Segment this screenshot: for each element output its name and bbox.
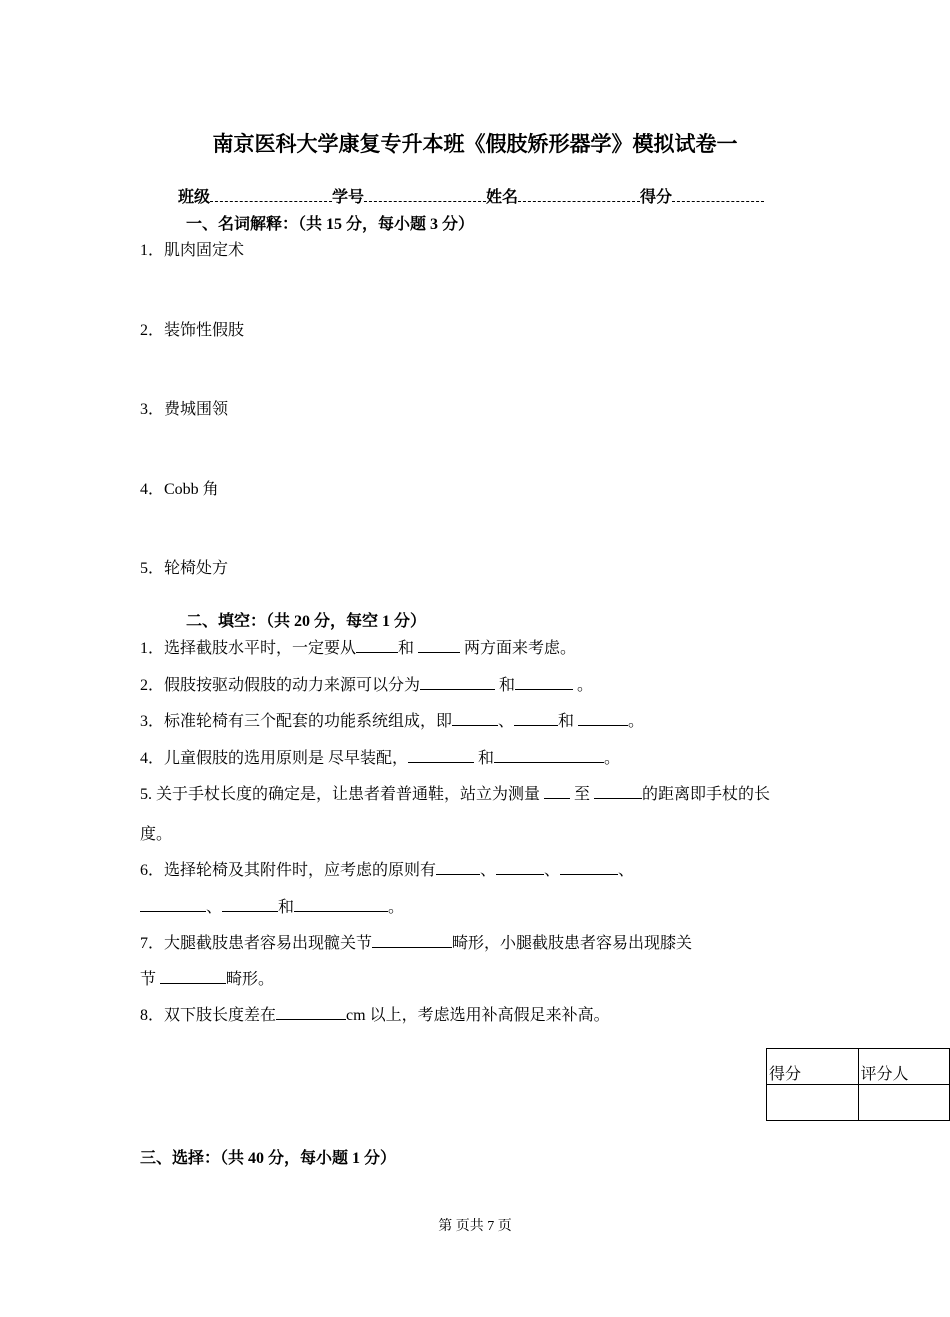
score-blank[interactable]	[672, 187, 764, 202]
q3-blank-1[interactable]	[452, 711, 498, 726]
q4-text-b: 和	[478, 750, 495, 767]
q4-text-a: 4．儿童假肢的选用原则是 尽早装配，	[140, 750, 409, 767]
q1-blank-2[interactable]	[418, 638, 460, 653]
q6-text-b: 、	[480, 862, 497, 879]
fill-question-7	[140, 930, 692, 953]
fill-question-8	[140, 1002, 610, 1025]
q7-blank-1[interactable]	[372, 933, 452, 948]
score-table	[766, 1048, 950, 1121]
fill-question-2	[140, 672, 593, 695]
q6-blank-3[interactable]	[560, 860, 618, 875]
grader-cell[interactable]	[858, 1085, 950, 1121]
q2-text-a: 2．假肢按驱动假肢的动力来源可以分为	[140, 677, 421, 694]
section3-heading: 三、选择：（共 40 分，每小题 1 分）	[140, 1150, 397, 1167]
fill-question-3	[140, 708, 644, 731]
q6-text-e: 、	[206, 899, 223, 916]
fill-question-4	[140, 745, 620, 768]
q4-text-c: 。	[604, 750, 621, 767]
q6-text-f: 和	[278, 899, 295, 916]
section2-heading: 二、填空：（共 20 分，每空 1 分）	[186, 613, 427, 630]
name-label: 姓名	[486, 189, 519, 206]
q5-text-c: 的距离即手杖的长	[642, 786, 771, 803]
q2-blank-2[interactable]	[515, 675, 573, 690]
score-label: 得分	[640, 189, 673, 206]
q5-text-b: 至	[574, 786, 591, 803]
term-item-2: 2．装饰性假肢	[140, 322, 245, 339]
term-item-4: 4．Cobb 角	[140, 481, 219, 498]
q5-text-a: 5. 关于手杖长度的确定是，让患者着普通鞋，站立为测量	[140, 786, 541, 803]
grader-header: 评分人	[858, 1049, 950, 1085]
q8-text-a: 8．双下肢长度差在	[140, 1007, 277, 1024]
term-item-5: 5．轮椅处方	[140, 560, 229, 577]
q6-text-d: 、	[618, 862, 635, 879]
fill-question-5	[140, 781, 770, 804]
q6-blank-2[interactable]	[496, 860, 544, 875]
fill-question-7-cont	[140, 966, 274, 989]
q5-blank-1[interactable]	[544, 784, 570, 799]
student-info-line	[178, 184, 764, 207]
q6-text-g: 。	[388, 899, 405, 916]
q4-blank-2[interactable]	[494, 748, 604, 763]
q1-blank-1[interactable]	[356, 638, 398, 653]
q8-blank-1[interactable]	[276, 1005, 346, 1020]
q8-text-b: cm 以上，考虑选用补高假足来补高。	[346, 1007, 610, 1024]
q4-blank-1[interactable]	[408, 748, 474, 763]
q7-blank-2[interactable]	[160, 969, 226, 984]
fill-question-6-cont	[140, 894, 404, 917]
q7-text-a: 7．大腿截肢患者容易出现髋关节	[140, 935, 373, 952]
term-item-3: 3．费城围领	[140, 401, 229, 418]
page-footer: 第 页共 7 页	[438, 1219, 512, 1234]
q3-blank-3[interactable]	[578, 711, 628, 726]
q3-text-c: 和	[558, 713, 575, 730]
student-id-blank[interactable]	[364, 187, 486, 202]
class-label: 班级	[178, 189, 211, 206]
class-blank[interactable]	[210, 187, 332, 202]
score-header: 得分	[767, 1049, 859, 1085]
q6-blank-1[interactable]	[436, 860, 480, 875]
q5-blank-2[interactable]	[594, 784, 642, 799]
q3-blank-2[interactable]	[514, 711, 558, 726]
q1-text-a: 1．选择截肢水平时，一定要从	[140, 640, 357, 657]
student-id-label: 学号	[332, 189, 365, 206]
q6-text-c: 、	[544, 862, 561, 879]
q1-text-c: 两方面来考虑。	[464, 640, 577, 657]
q1-text-b: 和	[398, 640, 415, 657]
page-title: 南京医科大学康复专升本班《假肢矫形器学》模拟试卷一	[212, 132, 738, 156]
fill-question-5-cont: 度。	[140, 826, 173, 843]
q6-blank-5[interactable]	[222, 897, 278, 912]
q6-text-a: 6．选择轮椅及其附件时，应考虑的原则有	[140, 862, 437, 879]
fill-question-1	[140, 635, 576, 658]
q3-text-d: 。	[628, 713, 645, 730]
q7-text-c: 节	[140, 971, 157, 988]
q3-text-b: 、	[498, 713, 515, 730]
q7-text-d: 畸形。	[226, 971, 275, 988]
q2-text-b: 和	[499, 677, 516, 694]
term-item-1: 1．肌肉固定术	[140, 242, 245, 259]
score-cell[interactable]	[767, 1085, 859, 1121]
q6-blank-4[interactable]	[140, 897, 206, 912]
q2-text-c: 。	[577, 677, 594, 694]
q6-blank-6[interactable]	[294, 897, 388, 912]
q7-text-b: 畸形，小腿截肢患者容易出现膝关	[452, 935, 693, 952]
fill-question-6	[140, 857, 634, 880]
q3-text-a: 3．标准轮椅有三个配套的功能系统组成，即	[140, 713, 453, 730]
section1-heading: 一、名词解释：（共 15 分，每小题 3 分）	[186, 216, 475, 233]
name-blank[interactable]	[518, 187, 640, 202]
q2-blank-1[interactable]	[420, 675, 495, 690]
